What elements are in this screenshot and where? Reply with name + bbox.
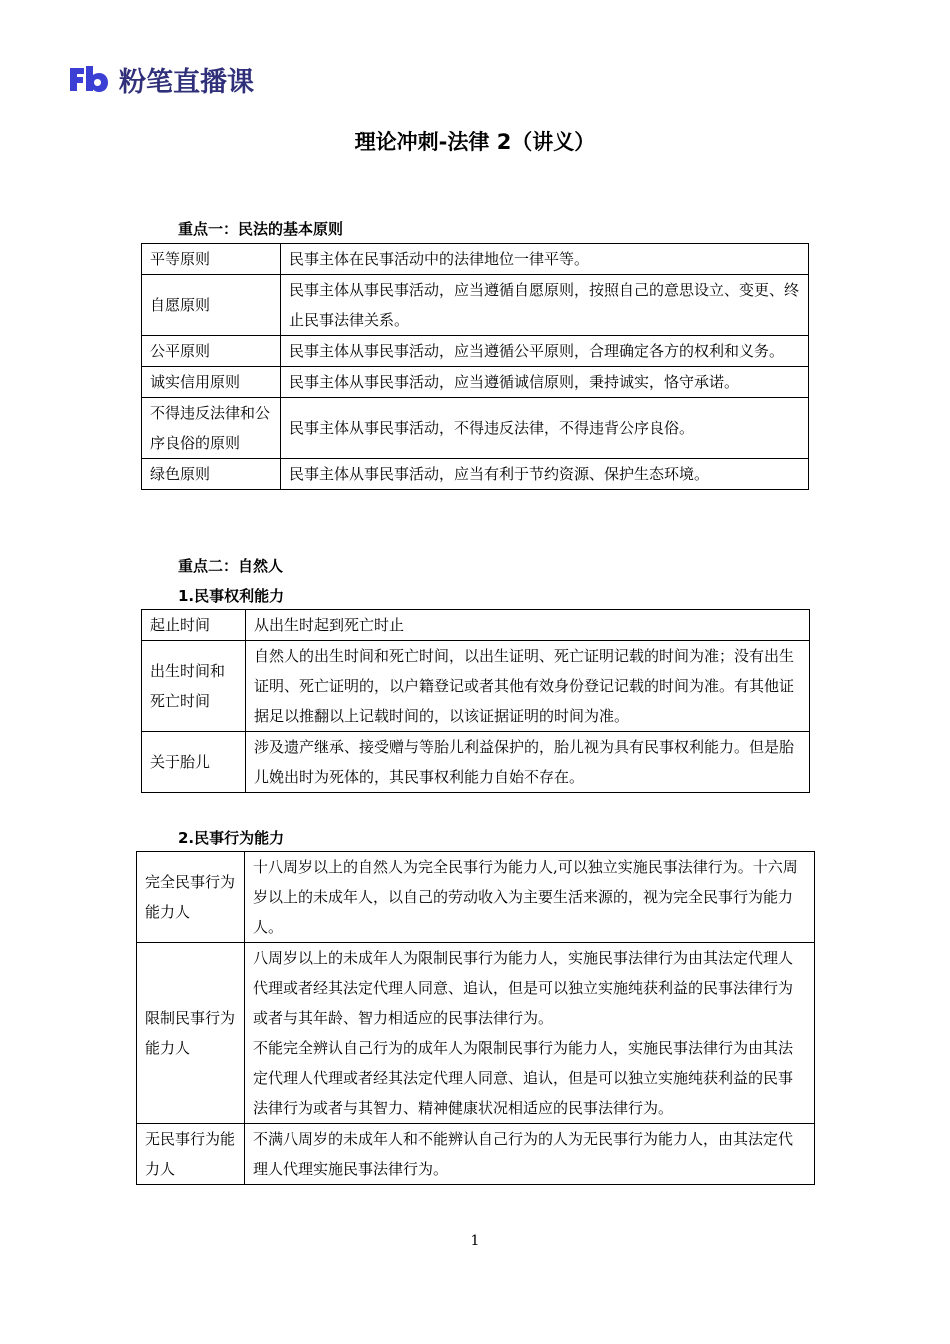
row-paragraph: 八周岁以上的未成年人为限制民事行为能力人，实施民事法律行为由其法定代理人代理或者经其法定代理人同意、追认，但是可以独立实施纯获利益的民事法律行为或者与其年龄、智力相适应的民事法律行为。 — [253, 949, 794, 1027]
row-label: 绿色原则 — [142, 459, 281, 490]
brand-logo — [67, 62, 254, 96]
row-text — [245, 943, 815, 1124]
civil-conduct-capacity-table — [136, 851, 815, 1185]
row-label: 不得违反法律和公序良俗的原则 — [142, 398, 281, 459]
row-text: 民事主体从事民事活动，应当有利于节约资源、保护生态环境。 — [281, 459, 809, 490]
row-text: 民事主体从事民事活动，应当遵循诚信原则，秉持诚实，恪守承诺。 — [281, 367, 809, 398]
row-text: 十八周岁以上的自然人为完全民事行为能力人,可以独立实施民事法律行为。十六周岁以上的未成年人，以自己的劳动收入为主要生活来源的，视为完全民事行为能力人。 — [245, 852, 815, 943]
row-text: 民事主体从事民事活动，不得违反法律，不得违背公序良俗。 — [281, 398, 809, 459]
row-label: 关于胎儿 — [142, 732, 246, 793]
row-label: 公平原则 — [142, 336, 281, 367]
table-row — [137, 852, 815, 943]
fb-logo-icon — [67, 64, 111, 94]
subsection2-heading: 2.民事行为能力 — [178, 829, 285, 847]
row-label: 自愿原则 — [142, 275, 281, 336]
subsection1-heading: 1.民事权利能力 — [178, 587, 285, 605]
table-row — [137, 1124, 815, 1185]
row-text: 不满八周岁的未成年人和不能辨认自己行为的人为无民事行为能力人，由其法定代理人代理实施民事法律行为。 — [245, 1124, 815, 1185]
section2-heading: 重点二：自然人 — [178, 557, 284, 575]
table-row — [142, 336, 809, 367]
row-text: 民事主体从事民事活动，应当遵循自愿原则，按照自己的意思设立、变更、终止民事法律关系。 — [281, 275, 809, 336]
row-label: 出生时间和死亡时间 — [142, 641, 246, 732]
row-label: 完全民事行为能力人 — [137, 852, 245, 943]
page-number: 1 — [470, 1233, 480, 1249]
logo-text: 粉笔直播课 — [119, 66, 254, 98]
table-row — [137, 943, 815, 1124]
table-row — [142, 610, 810, 641]
row-label: 平等原则 — [142, 244, 281, 275]
table-row — [142, 367, 809, 398]
table-row — [142, 244, 809, 275]
row-text: 民事主体在民事活动中的法律地位一律平等。 — [281, 244, 809, 275]
row-label: 诚实信用原则 — [142, 367, 281, 398]
civil-rights-capacity-table — [141, 609, 810, 793]
row-text: 民事主体从事民事活动，应当遵循公平原则，合理确定各方的权利和义务。 — [281, 336, 809, 367]
principles-table — [141, 243, 809, 490]
table-row — [142, 398, 809, 459]
document-title: 理论冲刺-法律 2（讲义） — [354, 130, 596, 154]
row-paragraph: 不能完全辨认自己行为的成年人为限制民事行为能力人，实施民事法律行为由其法定代理人代理或者经其法定代理人同意、追认，但是可以独立实施纯获利益的民事法律行为或者与其智力、精神健康状况相适应的民事法律行为。 — [253, 1039, 794, 1117]
section1-heading: 重点一：民法的基本原则 — [178, 220, 344, 238]
row-label: 无民事行为能力人 — [137, 1124, 245, 1185]
table-row — [142, 459, 809, 490]
row-label: 起止时间 — [142, 610, 246, 641]
row-text: 自然人的出生时间和死亡时间，以出生证明、死亡证明记载的时间为准；没有出生证明、死亡证明的，以户籍登记或者其他有效身份登记记载的时间为准。有其他证据足以推翻以上记载时间的，以该证据证明的时间为准。 — [246, 641, 810, 732]
table-row — [142, 641, 810, 732]
table-row — [142, 275, 809, 336]
row-text: 涉及遗产继承、接受赠与等胎儿利益保护的，胎儿视为具有民事权利能力。但是胎儿娩出时为死体的，其民事权利能力自始不存在。 — [246, 732, 810, 793]
table-row — [142, 732, 810, 793]
row-label: 限制民事行为能力人 — [137, 943, 245, 1124]
row-text: 从出生时起到死亡时止 — [246, 610, 810, 641]
